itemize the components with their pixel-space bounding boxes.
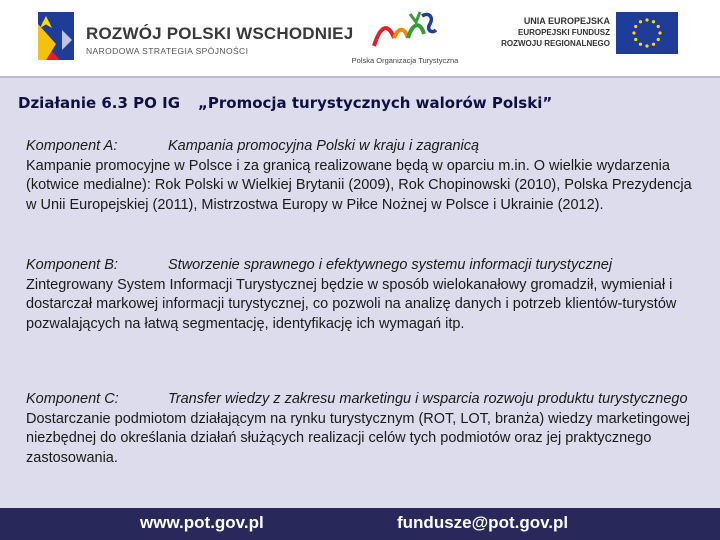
eu-star-icon <box>658 31 661 34</box>
eu-star-icon <box>652 20 655 23</box>
eu-fund-logo <box>498 10 698 60</box>
component-a-heading <box>26 137 696 157</box>
rpw-emblem-icon <box>34 10 78 62</box>
eu-star-icon <box>645 44 648 47</box>
eu-logo-text <box>498 16 610 49</box>
website-link[interactable]: www.pot.gov.pl <box>140 513 264 532</box>
component-c <box>26 390 696 468</box>
slide-title <box>18 94 708 112</box>
component-a-label: Komponent A: <box>26 138 118 154</box>
eu-star-icon <box>657 25 660 28</box>
eu-star-icon <box>652 43 655 46</box>
rpw-logo-title: ROZWÓJ POLSKI WSCHODNIEJ <box>86 24 354 43</box>
eu-flag-icon <box>616 12 678 54</box>
component-b-label: Komponent B: <box>26 257 118 273</box>
eu-logo-line3: ROZWOJU REGIONALNEGO <box>501 39 610 48</box>
logo-strip <box>0 0 720 76</box>
component-c-title: Transfer wiedzy z zakresu marketingu i wsparcia rozwoju produktu turystycznego <box>168 391 688 407</box>
action-number: Działanie 6.3 PO IG <box>18 94 181 112</box>
eu-logo-line2: EUROPEJSKI FUNDUSZ <box>517 28 610 37</box>
component-b-body: Zintegrowany System Informacji Turystycznej będzie w sposób wielokanałowy gromadził, wymieniał i dostarczał markowej informacji turystycznej, co pozwoli na analizę danych i potrzeb klientów-turystów pozwalających na łatwą segmentację, identyfikację ich wymagań itp. <box>26 276 677 332</box>
component-b-heading <box>26 256 696 276</box>
eu-star-icon <box>639 20 642 23</box>
eu-star-icon <box>632 31 635 34</box>
eu-star-icon <box>634 25 637 28</box>
component-c-label: Komponent C: <box>26 391 119 407</box>
component-a <box>26 137 696 215</box>
component-c-heading <box>26 390 696 410</box>
eu-star-icon <box>639 43 642 46</box>
rozwoj-polski-wschodniej-logo <box>28 8 354 64</box>
email-link[interactable]: fundusze@pot.gov.pl <box>397 513 569 532</box>
eu-star-icon <box>645 18 648 21</box>
eu-star-icon <box>657 38 660 41</box>
rpw-logo-subtitle: NARODOWA STRATEGIA SPÓJNOŚCI <box>86 46 249 56</box>
polska-wordmark-icon <box>370 8 440 52</box>
pot-logo-caption: Polska Organizacja Turystyczna <box>351 56 459 65</box>
footer-bar <box>0 508 720 540</box>
component-a-body: Kampanie promocyjne w Polsce i za granicą realizowane będą w oparciu m.in. O wielkie wydarzenia (kotwice medialne): Rok Polski w Wielkiej Brytanii (2009), Rok Chopinowski (2010), Polska Prezydencja w Unii Europejskiej (2011), Mistrzostwa Europy w Piłce Nożnej w Polsce i Ukrainie (2012). <box>26 157 692 213</box>
eu-logo-line1: UNIA EUROPEJSKA <box>523 16 610 26</box>
action-name: „Promocja turystycznych walorów Polski” <box>198 94 553 112</box>
component-c-body: Dostarczanie podmiotom działającym na rynku turystycznym (ROT, LOT, branża) wiedzy marketingowej niezbędnej do określania działań służących realizacji celów tych podmiotów oraz jej praktycznego zastosowania. <box>26 410 691 466</box>
component-b <box>26 256 696 334</box>
component-a-title: Kampania promocyjna Polski w kraju i zagranicą <box>168 138 480 154</box>
eu-star-icon <box>634 38 637 41</box>
pot-logo <box>340 6 470 68</box>
component-b-title: Stworzenie sprawnego i efektywnego systemu informacji turystycznej <box>168 257 613 273</box>
